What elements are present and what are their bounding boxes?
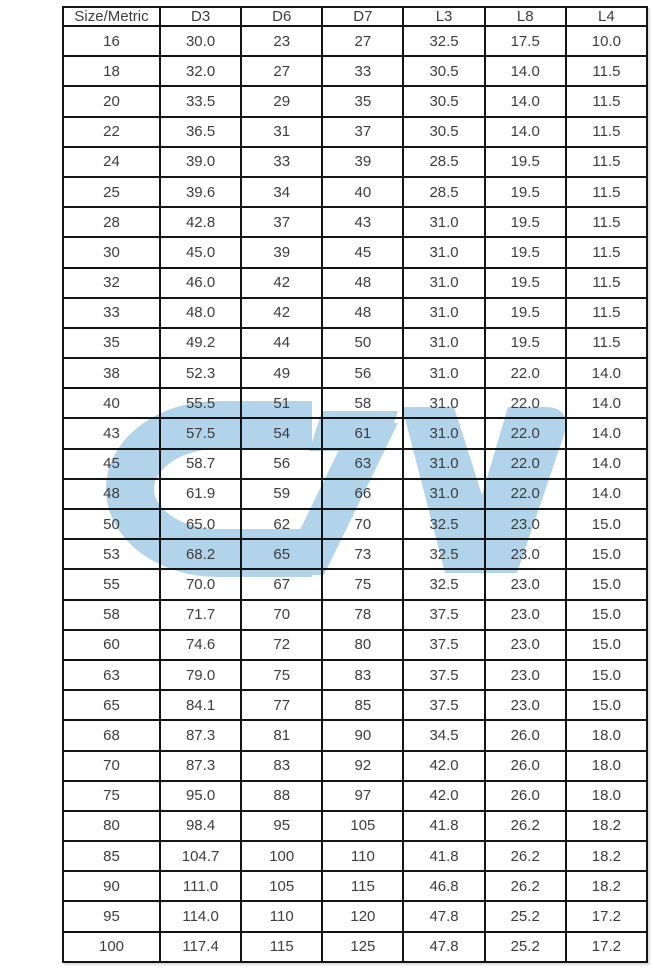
value-cell: 39.6 xyxy=(160,177,241,207)
value-cell: 18.2 xyxy=(566,841,647,871)
value-cell: 17.2 xyxy=(566,901,647,931)
value-cell: 23.0 xyxy=(485,600,566,630)
value-cell: 22.0 xyxy=(485,388,566,418)
value-cell: 32.5 xyxy=(403,509,484,539)
value-cell: 42 xyxy=(241,268,322,298)
size-cell: 30 xyxy=(63,237,160,267)
table-row xyxy=(63,600,647,630)
table-row xyxy=(63,117,647,147)
value-cell: 23.0 xyxy=(485,690,566,720)
value-cell: 50 xyxy=(322,328,403,358)
value-cell: 45.0 xyxy=(160,237,241,267)
table-row xyxy=(63,177,647,207)
value-cell: 84.1 xyxy=(160,690,241,720)
value-cell: 37.5 xyxy=(403,690,484,720)
value-cell: 31.0 xyxy=(403,388,484,418)
table-row xyxy=(63,690,647,720)
value-cell: 10.0 xyxy=(566,26,647,56)
value-cell: 110 xyxy=(241,901,322,931)
value-cell: 47.8 xyxy=(403,901,484,931)
value-cell: 51 xyxy=(241,388,322,418)
size-cell: 58 xyxy=(63,600,160,630)
value-cell: 18.0 xyxy=(566,720,647,750)
size-cell: 70 xyxy=(63,751,160,781)
table-row xyxy=(63,660,647,690)
value-cell: 70.0 xyxy=(160,569,241,599)
value-cell: 26.2 xyxy=(485,871,566,901)
value-cell: 18.2 xyxy=(566,871,647,901)
value-cell: 11.5 xyxy=(566,56,647,86)
value-cell: 47.8 xyxy=(403,932,484,962)
value-cell: 95.0 xyxy=(160,781,241,811)
value-cell: 37 xyxy=(241,207,322,237)
value-cell: 11.5 xyxy=(566,207,647,237)
table-row xyxy=(63,901,647,931)
value-cell: 22.0 xyxy=(485,479,566,509)
column-header-l8: L8 xyxy=(485,7,566,26)
value-cell: 17.2 xyxy=(566,932,647,962)
value-cell: 74.6 xyxy=(160,630,241,660)
value-cell: 114.0 xyxy=(160,901,241,931)
value-cell: 23.0 xyxy=(485,660,566,690)
value-cell: 36.5 xyxy=(160,117,241,147)
value-cell: 120 xyxy=(322,901,403,931)
value-cell: 117.4 xyxy=(160,932,241,962)
value-cell: 30.5 xyxy=(403,86,484,116)
table-row xyxy=(63,328,647,358)
table-row xyxy=(63,26,647,56)
value-cell: 33 xyxy=(241,147,322,177)
table-row xyxy=(63,841,647,871)
value-cell: 75 xyxy=(241,660,322,690)
value-cell: 39 xyxy=(241,237,322,267)
value-cell: 57.5 xyxy=(160,418,241,448)
size-cell: 38 xyxy=(63,358,160,388)
value-cell: 92 xyxy=(322,751,403,781)
table-row xyxy=(63,630,647,660)
value-cell: 40 xyxy=(322,177,403,207)
size-cell: 55 xyxy=(63,569,160,599)
value-cell: 83 xyxy=(322,660,403,690)
value-cell: 11.5 xyxy=(566,298,647,328)
table-row xyxy=(63,358,647,388)
size-cell: 90 xyxy=(63,871,160,901)
value-cell: 72 xyxy=(241,630,322,660)
size-cell: 100 xyxy=(63,932,160,962)
table-body xyxy=(63,26,647,962)
size-cell: 18 xyxy=(63,56,160,86)
value-cell: 26.0 xyxy=(485,751,566,781)
value-cell: 45 xyxy=(322,237,403,267)
table-row xyxy=(63,509,647,539)
value-cell: 125 xyxy=(322,932,403,962)
value-cell: 80 xyxy=(322,630,403,660)
value-cell: 63 xyxy=(322,449,403,479)
table-row xyxy=(63,932,647,962)
value-cell: 15.0 xyxy=(566,660,647,690)
size-cell: 43 xyxy=(63,418,160,448)
value-cell: 33 xyxy=(322,56,403,86)
value-cell: 87.3 xyxy=(160,751,241,781)
size-cell: 24 xyxy=(63,147,160,177)
value-cell: 15.0 xyxy=(566,600,647,630)
value-cell: 30.0 xyxy=(160,26,241,56)
value-cell: 28.5 xyxy=(403,177,484,207)
value-cell: 31.0 xyxy=(403,207,484,237)
value-cell: 26.0 xyxy=(485,720,566,750)
value-cell: 41.8 xyxy=(403,811,484,841)
value-cell: 22.0 xyxy=(485,449,566,479)
table-row xyxy=(63,298,647,328)
value-cell: 46.8 xyxy=(403,871,484,901)
value-cell: 98.4 xyxy=(160,811,241,841)
value-cell: 29 xyxy=(241,86,322,116)
value-cell: 52.3 xyxy=(160,358,241,388)
value-cell: 58 xyxy=(322,388,403,418)
value-cell: 23 xyxy=(241,26,322,56)
table-row xyxy=(63,569,647,599)
size-cell: 50 xyxy=(63,509,160,539)
value-cell: 23.0 xyxy=(485,509,566,539)
column-header-l4: L4 xyxy=(566,7,647,26)
value-cell: 30.5 xyxy=(403,117,484,147)
value-cell: 56 xyxy=(322,358,403,388)
value-cell: 14.0 xyxy=(566,358,647,388)
size-cell: 40 xyxy=(63,388,160,418)
value-cell: 97 xyxy=(322,781,403,811)
value-cell: 78 xyxy=(322,600,403,630)
value-cell: 62 xyxy=(241,509,322,539)
value-cell: 14.0 xyxy=(566,479,647,509)
table-row xyxy=(63,479,647,509)
value-cell: 59 xyxy=(241,479,322,509)
value-cell: 33.5 xyxy=(160,86,241,116)
value-cell: 17.5 xyxy=(485,26,566,56)
value-cell: 90 xyxy=(322,720,403,750)
value-cell: 11.5 xyxy=(566,117,647,147)
value-cell: 87.3 xyxy=(160,720,241,750)
value-cell: 19.5 xyxy=(485,147,566,177)
value-cell: 14.0 xyxy=(566,449,647,479)
value-cell: 14.0 xyxy=(566,418,647,448)
value-cell: 104.7 xyxy=(160,841,241,871)
value-cell: 14.0 xyxy=(485,56,566,86)
value-cell: 67 xyxy=(241,569,322,599)
value-cell: 61.9 xyxy=(160,479,241,509)
value-cell: 31.0 xyxy=(403,268,484,298)
value-cell: 11.5 xyxy=(566,86,647,116)
value-cell: 27 xyxy=(241,56,322,86)
value-cell: 58.7 xyxy=(160,449,241,479)
size-cell: 33 xyxy=(63,298,160,328)
value-cell: 48 xyxy=(322,298,403,328)
value-cell: 55.5 xyxy=(160,388,241,418)
value-cell: 23.0 xyxy=(485,539,566,569)
table-row xyxy=(63,781,647,811)
table-row xyxy=(63,449,647,479)
value-cell: 31.0 xyxy=(403,479,484,509)
table-row xyxy=(63,539,647,569)
value-cell: 31.0 xyxy=(403,358,484,388)
value-cell: 15.0 xyxy=(566,630,647,660)
size-cell: 65 xyxy=(63,690,160,720)
value-cell: 61 xyxy=(322,418,403,448)
value-cell: 105 xyxy=(322,811,403,841)
size-cell: 63 xyxy=(63,660,160,690)
size-cell: 28 xyxy=(63,207,160,237)
value-cell: 15.0 xyxy=(566,569,647,599)
value-cell: 28.5 xyxy=(403,147,484,177)
value-cell: 30.5 xyxy=(403,56,484,86)
value-cell: 37 xyxy=(322,117,403,147)
value-cell: 15.0 xyxy=(566,539,647,569)
value-cell: 25.2 xyxy=(485,932,566,962)
size-cell: 25 xyxy=(63,177,160,207)
table-row xyxy=(63,268,647,298)
column-header-d7: D7 xyxy=(322,7,403,26)
table-row xyxy=(63,56,647,86)
value-cell: 49 xyxy=(241,358,322,388)
size-cell: 80 xyxy=(63,811,160,841)
value-cell: 49.2 xyxy=(160,328,241,358)
table-row xyxy=(63,751,647,781)
value-cell: 19.5 xyxy=(485,207,566,237)
value-cell: 88 xyxy=(241,781,322,811)
value-cell: 31 xyxy=(241,117,322,147)
value-cell: 65 xyxy=(241,539,322,569)
table-header xyxy=(63,7,647,26)
column-header-d3: D3 xyxy=(160,7,241,26)
size-cell: 85 xyxy=(63,841,160,871)
value-cell: 65.0 xyxy=(160,509,241,539)
table-row xyxy=(63,418,647,448)
value-cell: 31.0 xyxy=(403,298,484,328)
value-cell: 32.0 xyxy=(160,56,241,86)
value-cell: 32.5 xyxy=(403,26,484,56)
value-cell: 14.0 xyxy=(566,388,647,418)
value-cell: 19.5 xyxy=(485,328,566,358)
value-cell: 42.0 xyxy=(403,781,484,811)
value-cell: 83 xyxy=(241,751,322,781)
table-row xyxy=(63,237,647,267)
size-cell: 95 xyxy=(63,901,160,931)
value-cell: 15.0 xyxy=(566,690,647,720)
value-cell: 19.5 xyxy=(485,268,566,298)
value-cell: 19.5 xyxy=(485,298,566,328)
value-cell: 56 xyxy=(241,449,322,479)
size-cell: 60 xyxy=(63,630,160,660)
size-cell: 35 xyxy=(63,328,160,358)
value-cell: 31.0 xyxy=(403,328,484,358)
value-cell: 11.5 xyxy=(566,328,647,358)
value-cell: 75 xyxy=(322,569,403,599)
value-cell: 42.0 xyxy=(403,751,484,781)
value-cell: 31.0 xyxy=(403,418,484,448)
value-cell: 14.0 xyxy=(485,86,566,116)
value-cell: 39 xyxy=(322,147,403,177)
value-cell: 32.5 xyxy=(403,539,484,569)
value-cell: 23.0 xyxy=(485,569,566,599)
size-cell: 68 xyxy=(63,720,160,750)
table-row xyxy=(63,388,647,418)
table-row xyxy=(63,207,647,237)
table-row xyxy=(63,720,647,750)
size-cell: 22 xyxy=(63,117,160,147)
value-cell: 34 xyxy=(241,177,322,207)
value-cell: 37.5 xyxy=(403,630,484,660)
value-cell: 35 xyxy=(322,86,403,116)
value-cell: 23.0 xyxy=(485,630,566,660)
size-cell: 45 xyxy=(63,449,160,479)
value-cell: 11.5 xyxy=(566,147,647,177)
value-cell: 42 xyxy=(241,298,322,328)
value-cell: 85 xyxy=(322,690,403,720)
value-cell: 73 xyxy=(322,539,403,569)
value-cell: 32.5 xyxy=(403,569,484,599)
table-row xyxy=(63,86,647,116)
value-cell: 43 xyxy=(322,207,403,237)
value-cell: 79.0 xyxy=(160,660,241,690)
value-cell: 18.0 xyxy=(566,781,647,811)
value-cell: 31.0 xyxy=(403,449,484,479)
value-cell: 26.2 xyxy=(485,811,566,841)
value-cell: 68.2 xyxy=(160,539,241,569)
header-row xyxy=(63,7,647,26)
value-cell: 81 xyxy=(241,720,322,750)
value-cell: 115 xyxy=(241,932,322,962)
value-cell: 41.8 xyxy=(403,841,484,871)
value-cell: 66 xyxy=(322,479,403,509)
value-cell: 95 xyxy=(241,811,322,841)
value-cell: 44 xyxy=(241,328,322,358)
table-row xyxy=(63,811,647,841)
value-cell: 31.0 xyxy=(403,237,484,267)
value-cell: 26.2 xyxy=(485,841,566,871)
value-cell: 48 xyxy=(322,268,403,298)
column-header-size-metric: Size/Metric xyxy=(63,7,160,26)
value-cell: 48.0 xyxy=(160,298,241,328)
value-cell: 11.5 xyxy=(566,237,647,267)
value-cell: 14.0 xyxy=(485,117,566,147)
table-row xyxy=(63,147,647,177)
value-cell: 42.8 xyxy=(160,207,241,237)
value-cell: 105 xyxy=(241,871,322,901)
value-cell: 11.5 xyxy=(566,268,647,298)
value-cell: 111.0 xyxy=(160,871,241,901)
value-cell: 27 xyxy=(322,26,403,56)
value-cell: 39.0 xyxy=(160,147,241,177)
value-cell: 54 xyxy=(241,418,322,448)
value-cell: 22.0 xyxy=(485,418,566,448)
value-cell: 70 xyxy=(241,600,322,630)
column-header-d6: D6 xyxy=(241,7,322,26)
size-cell: 48 xyxy=(63,479,160,509)
value-cell: 77 xyxy=(241,690,322,720)
value-cell: 46.0 xyxy=(160,268,241,298)
value-cell: 15.0 xyxy=(566,509,647,539)
size-cell: 16 xyxy=(63,26,160,56)
value-cell: 37.5 xyxy=(403,600,484,630)
size-cell: 20 xyxy=(63,86,160,116)
value-cell: 100 xyxy=(241,841,322,871)
value-cell: 110 xyxy=(322,841,403,871)
value-cell: 71.7 xyxy=(160,600,241,630)
size-cell: 32 xyxy=(63,268,160,298)
value-cell: 70 xyxy=(322,509,403,539)
size-cell: 53 xyxy=(63,539,160,569)
size-metric-table xyxy=(62,6,648,963)
value-cell: 26.0 xyxy=(485,781,566,811)
value-cell: 25.2 xyxy=(485,901,566,931)
value-cell: 34.5 xyxy=(403,720,484,750)
value-cell: 37.5 xyxy=(403,660,484,690)
column-header-l3: L3 xyxy=(403,7,484,26)
value-cell: 19.5 xyxy=(485,237,566,267)
table-row xyxy=(63,871,647,901)
value-cell: 115 xyxy=(322,871,403,901)
value-cell: 19.5 xyxy=(485,177,566,207)
size-cell: 75 xyxy=(63,781,160,811)
value-cell: 18.0 xyxy=(566,751,647,781)
value-cell: 18.2 xyxy=(566,811,647,841)
value-cell: 22.0 xyxy=(485,358,566,388)
value-cell: 11.5 xyxy=(566,177,647,207)
